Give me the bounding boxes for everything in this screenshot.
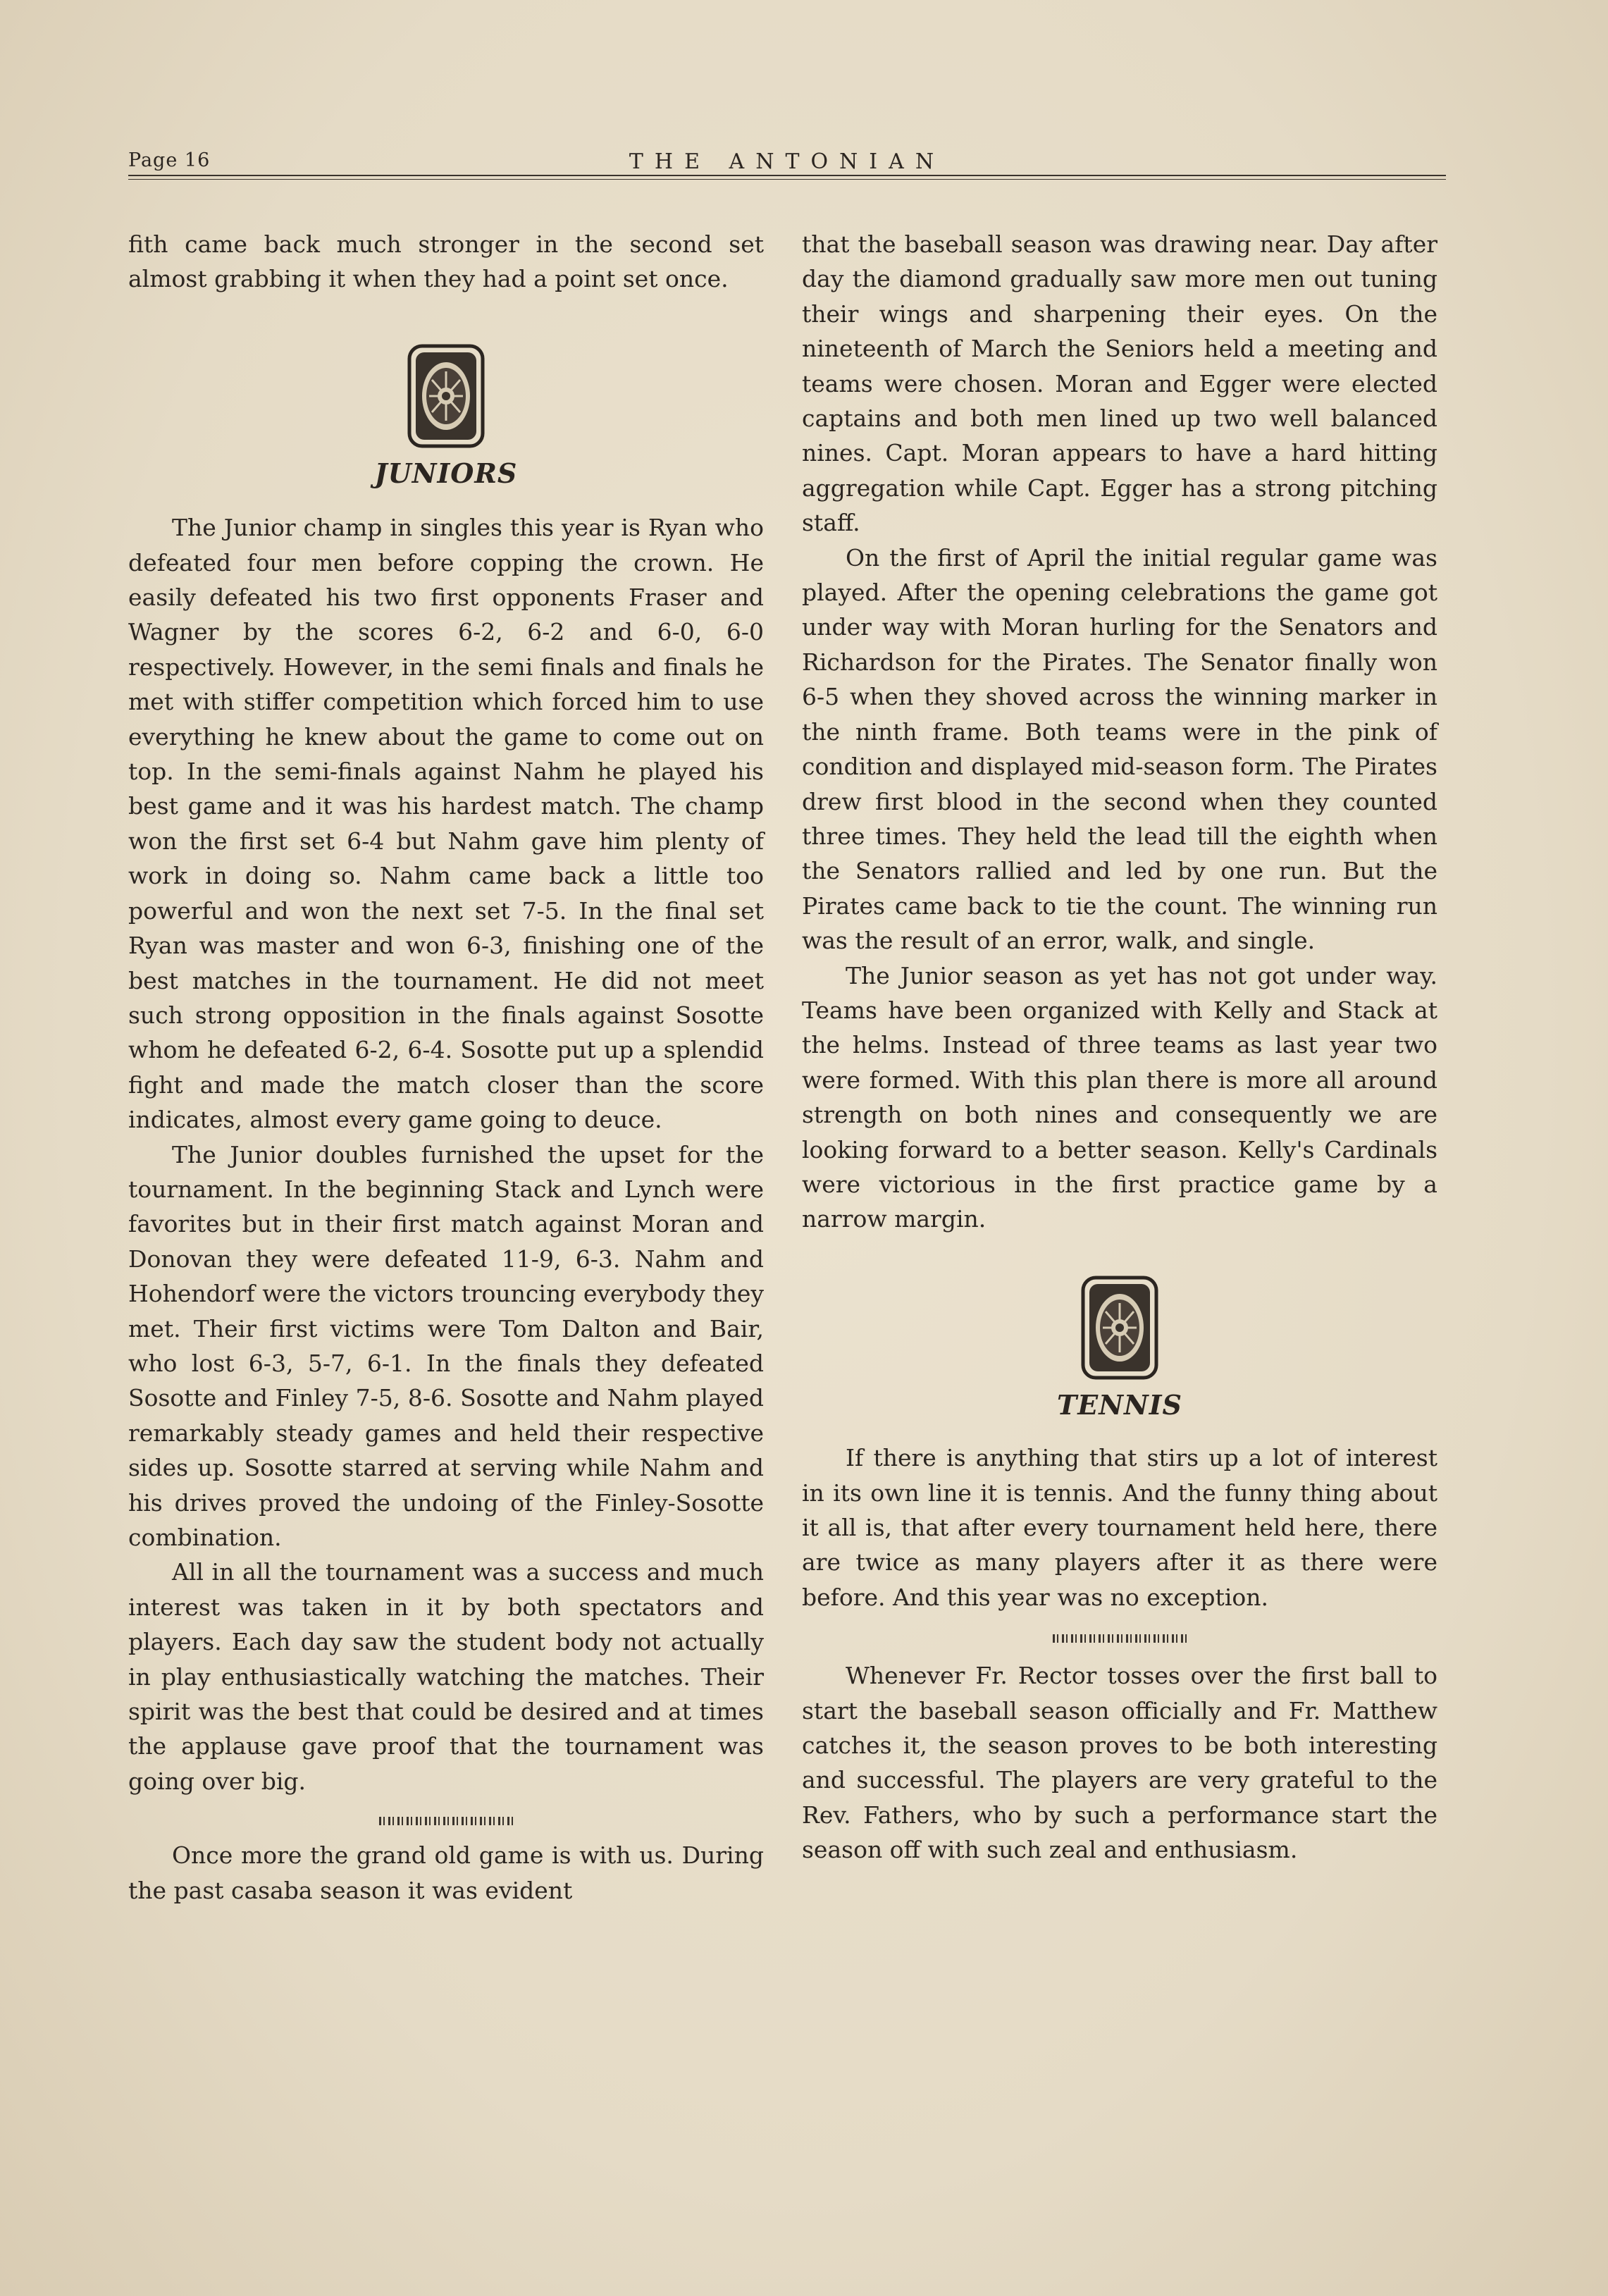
- masthead-title: THE ANTONIAN: [629, 149, 946, 174]
- ornament-divider-icon: [802, 1624, 1437, 1653]
- section-title-juniors: JUNIORS: [374, 457, 518, 489]
- article-paragraph: Whenever Fr. Rector tosses over the first ball to start the baseball season officially and Fr. Matthew catches it, the season proves to be both interesting and successful. The players are very grateful to the Rev. Fathers, who by such a performance start the season off with such zeal and enthusiasm.: [802, 1662, 1437, 1864]
- ornament-divider-icon: [128, 1807, 764, 1835]
- continued-paragraph: that the baseball season was drawing near. Day after day the diamond gradually saw more men out tuning their wings and sharpening their eyes. On the nineteenth of March the Seniors held a meeting and teams were chosen. Moran and Egger were elected captains and both men lined up two well balanced nines. Capt. Moran appears to have a hard hitting aggregation while Capt. Egger has a strong pitching staff.: [802, 230, 1437, 537]
- continued-paragraph: fith came back much stronger in the second set almost grabbing it when they had a point set once.: [128, 230, 764, 293]
- article-paragraph: The Junior champ in singles this year is Ryan who defeated four men before copping the crown. He easily defeated his two first opponents Fraser and Wagner by the scores 6-2, 6-2 and 6-0, 6-0 respectively. However, in the semi finals and finals he met with stiffer competition which forced him to use everything he knew about the game to come out on top. In the semi-finals against Nahm he played his best game and it was his hardest match. The champ won the first set 6-4 but Nahm gave him plenty of work in doing so. Nahm came back a little too powerful and won the next set 7-5. In the final set Ryan was master and won 6-3, finishing one of the best matches in the tournament. He did not meet such strong opposition in the finals against Sosotte whom he defeated 6-2, 6-4. Sosotte put up a splendid fight and made the match closer than the score indicates, almost every game going to deuce.: [128, 514, 764, 1134]
- emblem-container: [802, 1275, 1437, 1381]
- article-paragraph: The Junior doubles furnished the upset for the tournament. In the beginning Stack and Lynch were favorites but in their first match against Moran and Donovan they were defeated 11-9, 6-3. Nahm and Hohendorf were the victors trouncing everybody they met. Their first victims were Tom Dalton and Bair, who lost 6-3, 5-7, 6-1. In the finals they defeated Sosotte and Finley 7-5, 8-6. Sosotte and Nahm played remarkably steady games and held their respective sides up. Sosotte starred at serving while Nahm and his drives proved the undoing of the Finley-Sosotte combination.: [128, 1140, 764, 1551]
- header-rule-thin: [128, 179, 1446, 180]
- section-title-tennis: TENNIS: [1057, 1388, 1182, 1421]
- page-header: [128, 147, 1446, 178]
- page-number: Page 16: [128, 149, 211, 171]
- header-rule: [128, 175, 1446, 176]
- article-paragraph: Once more the grand old game is with us. During the past casaba season it was evident: [128, 1841, 764, 1904]
- right-column: [802, 227, 1437, 1868]
- article-paragraph: If there is anything that stirs up a lot of interest in its own line it is tennis. And the funny thing about it all is, that after every tournament held here, there are twice as many players after it as there were before. And this year was no exception.: [802, 1444, 1437, 1611]
- crest-emblem-icon: [1080, 1275, 1159, 1381]
- emblem-container: [128, 343, 764, 449]
- left-column: [128, 227, 764, 1908]
- article-paragraph: On the first of April the initial regular game was played. After the opening celebrations the game got under way with Moran hurling for the Senators and Richardson for the Pirates. The Senator finally won 6-5 when they shoved across the winning marker in the ninth frame. Both teams were in the pink of condition and displayed mid-season form. The Pirates drew first blood in the second when they counted three times. They held the lead till the eighth when the Senators rallied and led by one run. But the Pirates came back to tie the count. The winning run was the result of an error, walk, and single.: [802, 543, 1437, 955]
- article-paragraph: All in all the tournament was a success and much interest was taken in it by both spectators and players. Each day saw the student body not actually in play enthusiastically watching the matches. Their spirit was the best that could be desired and at times the applause gave proof that the tournament was going over big.: [128, 1558, 764, 1795]
- crest-emblem-icon: [407, 343, 486, 449]
- article-paragraph: The Junior season as yet has not got under way. Teams have been organized with Kelly and Stack at the helms. Instead of three teams as last year two were formed. With this plan there is more all around strength on both nines and consequently we are looking forward to a better season. Kelly's Cardinals were victorious in the first practice game by a narrow margin.: [802, 961, 1437, 1233]
